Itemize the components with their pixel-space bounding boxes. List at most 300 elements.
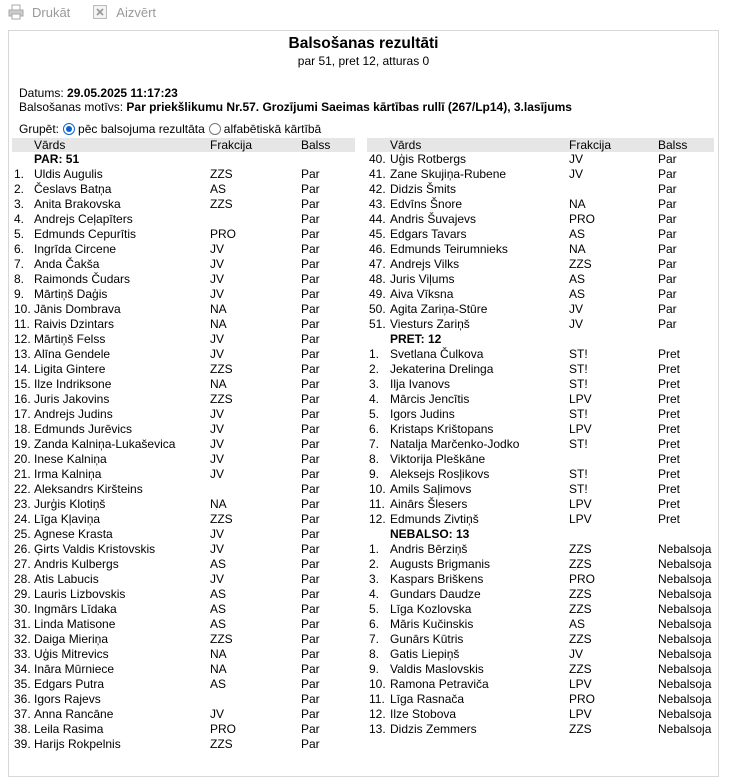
cell-vote: Par [301,167,320,181]
cell-vote: Par [301,617,320,631]
cell-vote: Nebalsoja [658,587,712,601]
cell-faction: ZZS [569,722,592,736]
cell-faction: JV [569,302,584,316]
print-button[interactable] [8,4,70,20]
cell-faction: LPV [569,677,592,691]
table-row [367,407,714,422]
table-row [367,587,714,602]
cell-faction: JV [210,332,225,346]
cell-num: 39. [14,737,31,751]
table-row [367,272,714,287]
cell-faction: NA [569,242,586,256]
cell-member-name: Igors Rajevs [34,692,101,706]
cell-num: 46. [369,242,386,256]
cell-member-name: Uģis Mitrevics [34,647,109,661]
table-row [367,482,714,497]
table-row [367,677,714,692]
cell-num: 37. [14,707,31,721]
cell-vote: Par [301,407,320,421]
header-faction: Frakcija [569,138,612,152]
cell-vote: Par [301,692,320,706]
cell-member-name: Uģis Rotbergs [390,152,467,166]
cell-member-name: Zane Skujiņa-Rubene [390,167,507,181]
cell-vote: Pret [658,347,681,361]
table-row [367,392,714,407]
cell-vote: Pret [658,482,681,496]
table-row [367,662,714,677]
cell-num: 29. [14,587,31,601]
table-row [12,707,355,722]
cell-member-name: Igors Judins [390,407,455,421]
cell-member-name: Gatis Liepiņš [390,647,460,661]
cell-member-name: Gundars Daudze [390,587,481,601]
cell-num: 10. [369,482,386,496]
cell-num: 42. [369,182,386,196]
group-heading-label: PAR: 51 [34,152,80,166]
cell-vote: Par [301,467,320,481]
table-row [367,437,714,452]
cell-member-name: Ingrīda Circene [34,242,117,256]
table-row [12,287,355,302]
table-row [12,347,355,362]
cell-member-name: Mārcis Jencītis [390,392,470,406]
cell-vote: Pret [658,467,681,481]
cell-vote: Pret [658,407,681,421]
cell-faction: JV [210,452,225,466]
cell-num: 13. [14,347,31,361]
cell-faction: JV [569,647,584,661]
cell-faction: AS [569,617,586,631]
cell-member-name: Amils Saļimovs [390,482,472,496]
cell-member-name: Uldis Augulis [34,167,103,181]
cell-vote: Par [301,497,320,511]
cell-num: 1. [369,542,380,556]
cell-member-name: Edmunds Teirumnieks [390,242,508,256]
cell-num: 35. [14,677,31,691]
table-row [12,557,355,572]
cell-vote: Par [658,212,677,226]
cell-faction: AS [569,227,586,241]
cell-faction: AS [210,602,227,616]
cell-num: 12. [14,332,31,346]
cell-faction: AS [210,557,227,571]
cell-faction: JV [210,467,225,481]
cell-num: 31. [14,617,31,631]
cell-vote: Par [658,167,677,181]
cell-num: 11. [369,692,385,706]
group-option-by-result[interactable] [59,122,205,136]
table-row [12,242,355,257]
cell-member-name: Andris Kulbergs [34,557,119,571]
table-row [367,212,714,227]
cell-num: 36. [14,692,31,706]
table-row [12,212,355,227]
header-faction: Frakcija [210,138,253,152]
printer-icon [8,4,24,20]
cell-member-name: Ināra Mūrniece [34,662,115,676]
table-row [12,677,355,692]
cell-faction: NA [210,317,227,331]
cell-faction: AS [210,617,227,631]
cell-num: 45. [369,227,386,241]
cell-vote: Par [301,512,320,526]
table-body-right [367,152,714,737]
cell-num: 6. [369,617,380,631]
cell-num: 7. [369,437,380,451]
cell-faction: LPV [569,512,592,526]
cell-member-name: Harijs Rokpelnis [34,737,121,751]
table-row [367,572,714,587]
table-row [367,197,714,212]
cell-faction: JV [210,347,225,361]
table-row [12,452,355,467]
cell-vote: Par [301,437,320,451]
table-row [12,497,355,512]
table-row [12,377,355,392]
radio-alphabetical[interactable] [209,123,221,135]
cell-vote: Pret [658,512,681,526]
cell-num: 5. [369,407,380,421]
table-row [367,152,714,167]
table-row [367,317,714,332]
cell-num: 1. [369,347,380,361]
cell-vote: Par [301,377,320,391]
cell-faction: JV [210,242,225,256]
cell-vote: Nebalsoja [658,707,712,721]
cell-num: 30. [14,602,31,616]
table-row [12,617,355,632]
cell-faction: ZZS [210,167,233,181]
table-row [367,287,714,302]
cell-member-name: Aleksejs Rosļikovs [390,467,490,481]
cell-vote: Par [301,302,320,316]
cell-member-name: Kristaps Krištopans [390,422,494,436]
group-heading [367,527,714,542]
cell-num: 9. [369,662,380,676]
cell-num: 11. [369,497,385,511]
group-selector [19,122,321,136]
cell-faction: NA [210,302,227,316]
cell-vote: Par [658,272,677,286]
table-row [12,437,355,452]
cell-vote: Par [658,182,677,196]
date-value: 29.05.2025 11:17:23 [67,86,178,100]
motive-value: Par priekšlikumu Nr.57. Grozījumi Saeimas kārtības rullī (267/Lp14), 3.lasījums [126,100,572,114]
table-row [12,542,355,557]
cell-vote: Par [301,332,320,346]
cell-faction: ZZS [569,602,592,616]
cell-vote: Par [301,722,320,736]
cell-faction: ST! [569,482,588,496]
table-row [12,182,355,197]
group-heading-label: PRET: 12 [390,332,442,346]
cell-member-name: Zanda Kalniņa-Lukaševica [34,437,176,451]
cell-vote: Par [301,707,320,721]
table-row [12,227,355,242]
cell-vote: Par [658,197,677,211]
cell-vote: Par [658,287,677,301]
cell-faction: JV [569,167,584,181]
cell-vote: Pret [658,377,681,391]
table-row [12,467,355,482]
cell-num: 34. [14,662,31,676]
cell-num: 11. [14,317,30,331]
cell-member-name: Andris Bērziņš [390,542,468,556]
cell-member-name: Daiga Mieriņa [34,632,109,646]
cell-faction: LPV [569,392,592,406]
cell-num: 13. [369,722,386,736]
cell-member-name: Edmunds Cepurītis [34,227,137,241]
table-row [367,257,714,272]
cell-num: 48. [369,272,386,286]
cell-vote: Par [301,422,320,436]
cell-vote: Pret [658,497,681,511]
cell-faction: ST! [569,362,588,376]
cell-num: 3. [369,377,380,391]
cell-num: 32. [14,632,31,646]
table-row [367,512,714,527]
table-row [12,587,355,602]
cell-member-name: Leila Rasima [34,722,104,736]
table-row [367,377,714,392]
cell-faction: JV [569,152,584,166]
close-button[interactable] [92,4,156,20]
radio-by-result[interactable] [63,123,75,135]
cell-member-name: Edmunds Zivtiņš [390,512,479,526]
table-row [367,182,714,197]
cell-num: 6. [369,422,380,436]
cell-vote: Par [301,242,320,256]
table-row [12,692,355,707]
cell-num: 27. [14,557,31,571]
table-row [367,302,714,317]
table-row [367,497,714,512]
cell-member-name: Ilja Ivanovs [390,377,451,391]
cell-member-name: Ilze Stobova [390,707,457,721]
cell-faction: ST! [569,467,588,481]
table-row [367,542,714,557]
cell-num: 16. [14,392,31,406]
cell-num: 3. [14,197,25,211]
cell-member-name: Valdis Maslovskis [390,662,484,676]
cell-vote: Nebalsoja [658,692,712,706]
cell-vote: Par [658,242,677,256]
cell-faction: JV [210,272,225,286]
cell-vote: Par [658,317,677,331]
cell-faction: AS [210,677,227,691]
cell-faction: JV [210,542,225,556]
cell-num: 33. [14,647,31,661]
cell-member-name: Mārtiņš Daģis [34,287,108,301]
cell-faction: JV [210,287,225,301]
table-row [12,632,355,647]
cell-num: 7. [14,257,25,271]
close-label: Aizvērt [116,4,157,20]
cell-num: 3. [369,572,380,586]
group-heading [12,152,355,167]
cell-vote: Pret [658,437,681,451]
cell-member-name: Aiva Vīksna [390,287,454,301]
cell-vote: Nebalsoja [658,557,712,571]
cell-member-name: Kaspars Briškens [390,572,484,586]
cell-num: 9. [14,287,25,301]
motive-line [19,100,572,114]
cell-num: 9. [369,467,380,481]
cell-faction: NA [210,647,227,661]
table-row [367,617,714,632]
cell-member-name: Linda Matisone [34,617,116,631]
group-option1-label: pēc balsojuma rezultāta [78,122,205,136]
cell-faction: NA [569,197,586,211]
cell-vote: Nebalsoja [658,632,712,646]
cell-vote: Par [658,257,677,271]
cell-member-name: Līga Kozlovska [390,602,472,616]
cell-vote: Par [301,257,320,271]
cell-num: 25. [14,527,31,541]
cell-faction: PRO [210,722,237,736]
cell-faction: NA [210,662,227,676]
cell-member-name: Juris Viļums [390,272,455,286]
cell-member-name: Agita Zariņa-Stūre [390,302,488,316]
cell-faction: LPV [569,707,592,721]
cell-member-name: Česlavs Batņa [34,182,112,196]
cell-num: 10. [369,677,386,691]
cell-vote: Pret [658,422,681,436]
table-row [12,197,355,212]
group-label: Grupēt: [19,122,60,136]
cell-faction: PRO [569,572,596,586]
cell-num: 28. [14,572,31,586]
table-header [367,138,714,152]
cell-member-name: Ligita Gintere [34,362,106,376]
cell-vote: Par [301,647,320,661]
cell-num: 50. [369,302,386,316]
cell-vote: Par [301,197,320,211]
cell-num: 21. [14,467,31,481]
cell-faction: AS [210,182,227,196]
cell-num: 14. [14,362,31,376]
cell-faction: JV [210,437,225,451]
table-row [12,257,355,272]
cell-vote: Nebalsoja [658,572,712,586]
cell-vote: Par [301,182,320,196]
cell-member-name: Jānis Dombrava [34,302,121,316]
cell-vote: Nebalsoja [658,617,712,631]
table-row [367,647,714,662]
cell-vote: Par [301,452,320,466]
cell-member-name: Aleksandrs Kiršteins [34,482,143,496]
cell-num: 8. [14,272,25,286]
cell-member-name: Edmunds Jurēvics [34,422,133,436]
cell-num: 20. [14,452,31,466]
cell-vote: Par [301,317,320,331]
table-row [12,407,355,422]
cell-vote: Par [301,602,320,616]
results-panel [8,30,719,777]
cell-member-name: Raimonds Čudars [34,272,131,286]
table-row [367,722,714,737]
cell-member-name: Līga Rasnača [390,692,465,706]
cell-faction: ZZS [569,662,592,676]
cell-member-name: Alīna Gendele [34,347,111,361]
cell-num: 4. [369,392,380,406]
cell-member-name: Andrejs Vilks [390,257,460,271]
cell-faction: AS [569,272,586,286]
table-row [12,602,355,617]
cell-num: 49. [369,287,386,301]
table-row [367,692,714,707]
cell-num: 2. [369,362,380,376]
print-label: Drukāt [32,4,71,20]
cell-num: 5. [369,602,380,616]
cell-vote: Nebalsoja [658,722,712,736]
cell-faction: ZZS [569,257,592,271]
cell-vote: Par [301,527,320,541]
cell-member-name: Viesturs Zariņš [390,317,470,331]
cell-num: 43. [369,197,386,211]
cell-num: 47. [369,257,386,271]
cell-num: 4. [14,212,25,226]
table-body-left [12,152,355,752]
cell-vote: Par [301,632,320,646]
cell-member-name: Svetlana Čulkova [390,347,484,361]
cell-member-name: Māris Kučinskis [390,617,474,631]
cell-faction: NA [210,377,227,391]
cell-faction: ZZS [210,632,233,646]
cell-vote: Nebalsoja [658,677,712,691]
cell-member-name: Jurģis Klotiņš [34,497,106,511]
cell-faction: PRO [569,692,596,706]
cell-member-name: Līga Kļaviņa [34,512,101,526]
cell-vote: Par [301,482,320,496]
cell-num: 22. [14,482,31,496]
cell-faction: PRO [569,212,596,226]
cell-num: 24. [14,512,31,526]
table-row [367,347,714,362]
results-table-right [367,138,714,737]
cell-faction: JV [210,707,225,721]
cell-num: 8. [369,647,380,661]
cell-member-name: Jekaterina Drelinga [390,362,494,376]
cell-vote: Par [301,542,320,556]
cell-num: 2. [14,182,25,196]
group-option-alphabetical[interactable] [205,122,321,136]
table-row [12,572,355,587]
motive-label: Balsošanas motīvs: [19,100,124,114]
cell-member-name: Juris Jakovins [34,392,110,406]
cell-num: 7. [369,632,380,646]
cell-vote: Par [301,662,320,676]
cell-faction: JV [569,317,584,331]
cell-num: 51. [369,317,386,331]
cell-faction: ST! [569,437,588,451]
group-heading-label: NEBALSO: 13 [390,527,470,541]
date-line [19,86,178,100]
table-row [367,167,714,182]
cell-num: 38. [14,722,31,736]
cell-num: 12. [369,707,386,721]
cell-vote: Par [301,362,320,376]
cell-member-name: Viktorija Pleškāne [390,452,486,466]
cell-num: 41. [369,167,386,181]
cell-member-name: Lauris Lizbovskis [34,587,126,601]
cell-faction: ST! [569,347,588,361]
cell-faction: ZZS [569,587,592,601]
cell-member-name: Andrejs Judins [34,407,113,421]
table-row [12,737,355,752]
table-row [12,362,355,377]
cell-member-name: Anna Rancāne [34,707,114,721]
